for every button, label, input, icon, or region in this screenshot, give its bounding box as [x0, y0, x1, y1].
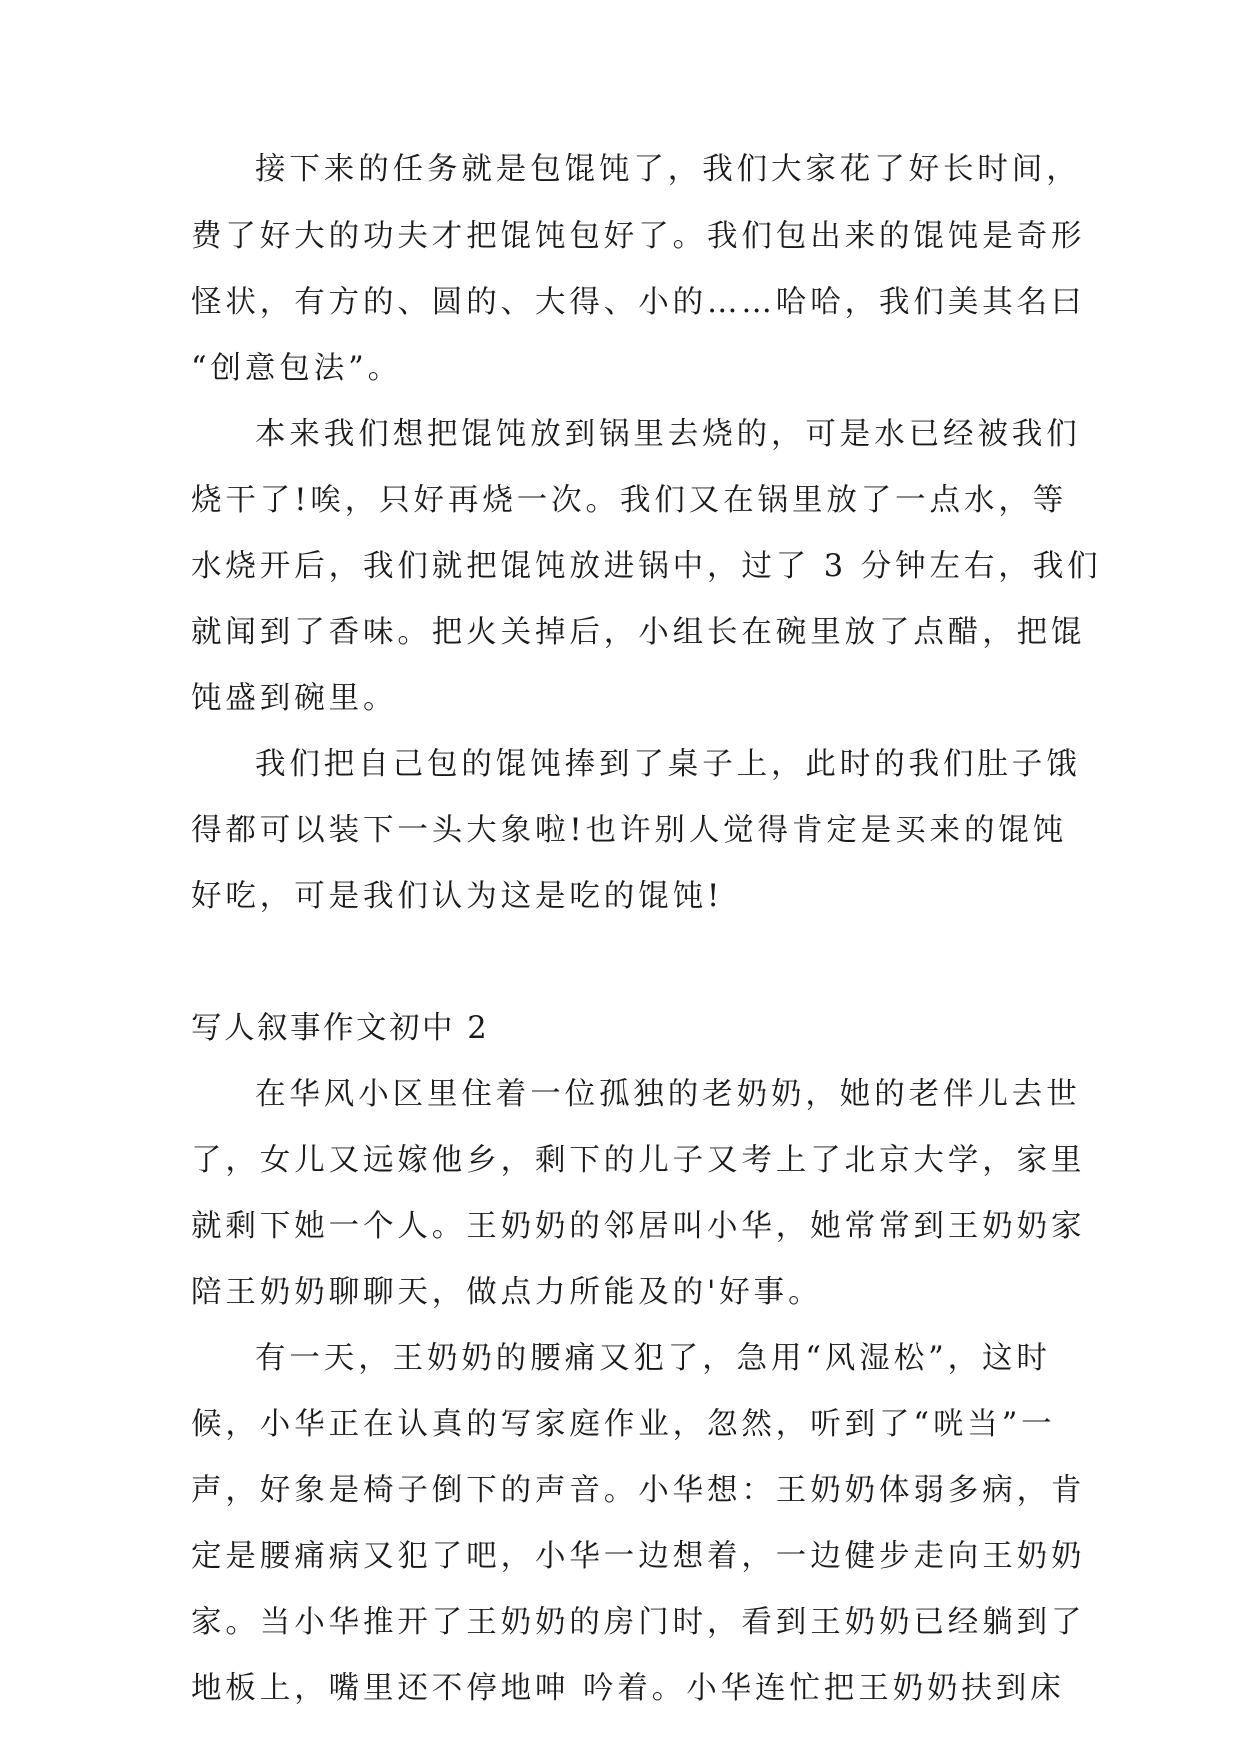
section-paragraph-1-line-1: 在华风小区里住着一位孤独的老奶奶，她的老伴儿去世 [255, 1077, 1081, 1112]
paragraph-2-line-5: 饨盛到碗里。 [191, 681, 398, 716]
paragraph-1-line-2: 费了好大的功夫才把馄饨包好了。我们包出来的馄饨是奇形 [191, 219, 1086, 254]
paragraph-2-line-1: 本来我们想把馄饨放到锅里去烧的，可是水已经被我们 [255, 417, 1081, 452]
paragraph-2-line-3: 水烧开后，我们就把馄饨放进锅中，过了 3 分钟左右，我们 [191, 549, 1102, 584]
section-paragraph-1-line-4: 陪王奶奶聊聊天，做点力所能及的'好事。 [191, 1275, 823, 1310]
section-paragraph-2-line-2: 候，小华正在认真的写家庭作业，忽然，听到了“咣当”一 [191, 1407, 1056, 1442]
paragraph-3-line-3: 好吃，可是我们认为这是吃的馄饨! [191, 879, 724, 914]
paragraph-1-line-4: “创意包法”。 [191, 351, 402, 386]
paragraph-1-line-1: 接下来的任务就是包馄饨了，我们大家花了好长时间， [255, 152, 1081, 187]
section-paragraph-2-line-4: 定是腰痛病又犯了吧，小华一边想着，一边健步走向王奶奶 [191, 1539, 1086, 1574]
paragraph-3-line-1: 我们把自己包的馄饨捧到了桌子上，此时的我们肚子饿 [255, 747, 1081, 782]
section-paragraph-1-line-2: 了，女儿又远嫁他乡，剩下的儿子又考上了北京大学，家里 [191, 1143, 1086, 1178]
paragraph-1-line-3: 怪状，有方的、圆的、大得、小的……哈哈，我们美其名曰 [191, 285, 1086, 320]
section-paragraph-2-line-1: 有一天，王奶奶的腰痛又犯了，急用“风湿松”，这时 [255, 1341, 1051, 1376]
section-paragraph-2-line-3: 声，好象是椅子倒下的声音。小华想：王奶奶体弱多病，肯 [191, 1473, 1086, 1508]
section-paragraph-1-line-3: 就剩下她一个人。王奶奶的邻居叫小华，她常常到王奶奶家 [191, 1209, 1086, 1244]
paragraph-3-line-2: 得都可以装下一头大象啦!也许别人觉得肯定是买来的馄饨 [191, 813, 1068, 848]
section-paragraph-2-line-5: 家。当小华推开了王奶奶的房门时，看到王奶奶已经躺到了 [191, 1605, 1086, 1640]
section-paragraph-2-line-6: 地板上，嘴里还不停地呻 吟着。小华连忙把王奶奶扶到床 [191, 1671, 1065, 1706]
paragraph-2-line-4: 就闻到了香味。把火关掉后，小组长在碗里放了点醋，把馄 [191, 615, 1086, 650]
paragraph-2-line-2: 烧干了!唉，只好再烧一次。我们又在锅里放了一点水，等 [191, 483, 1068, 518]
section-title: 写人叙事作文初中 2 [191, 1011, 490, 1046]
